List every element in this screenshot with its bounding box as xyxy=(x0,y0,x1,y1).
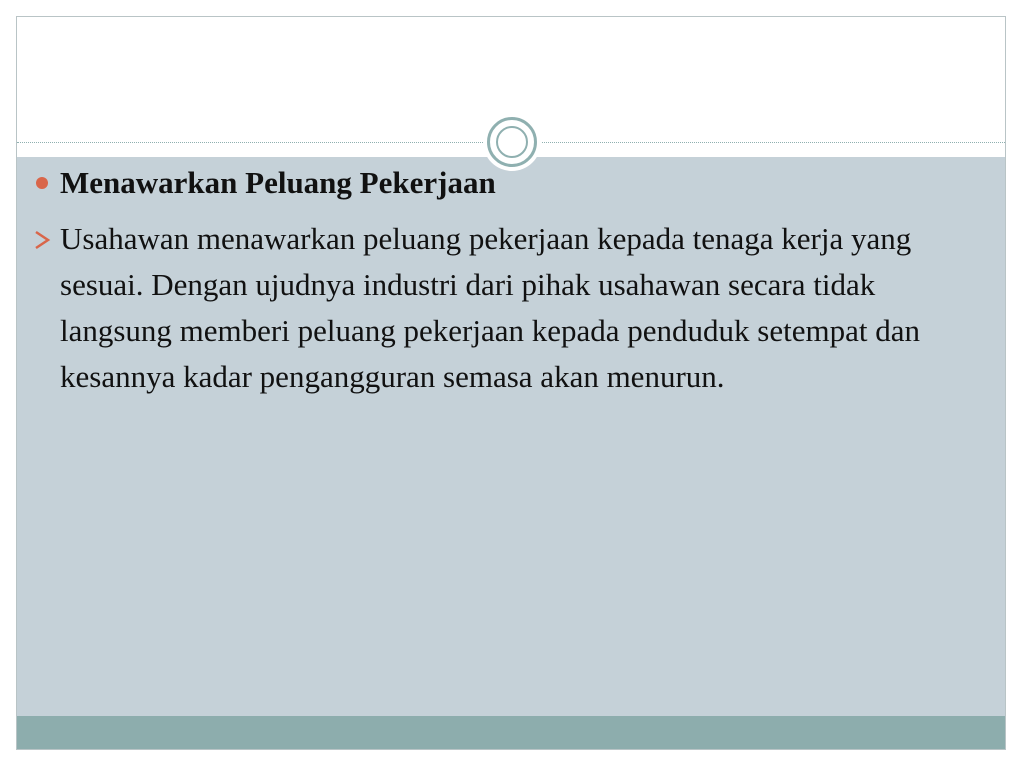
slide-paragraph: Usahawan menawarkan peluang pekerjaan kepada tenaga kerja yang sesuai. Dengan ujudnya industri dari pihak usahawan secara tidak langsung memberi peluang pekerjaan kepada penduduk setempat dan kesannya kadar pengangguran semasa akan menurun. xyxy=(60,221,920,394)
dot-bullet-icon xyxy=(36,177,48,189)
heading-item xyxy=(30,162,970,204)
footer-band xyxy=(17,716,1005,750)
emblem-inner-ring xyxy=(496,126,528,158)
arrow-bullet-icon xyxy=(32,230,52,250)
slide-heading: Menawarkan Peluang Pekerjaan xyxy=(60,165,496,200)
paragraph-item xyxy=(30,216,960,400)
emblem-outer-ring xyxy=(487,117,537,167)
slide-body xyxy=(30,162,970,400)
